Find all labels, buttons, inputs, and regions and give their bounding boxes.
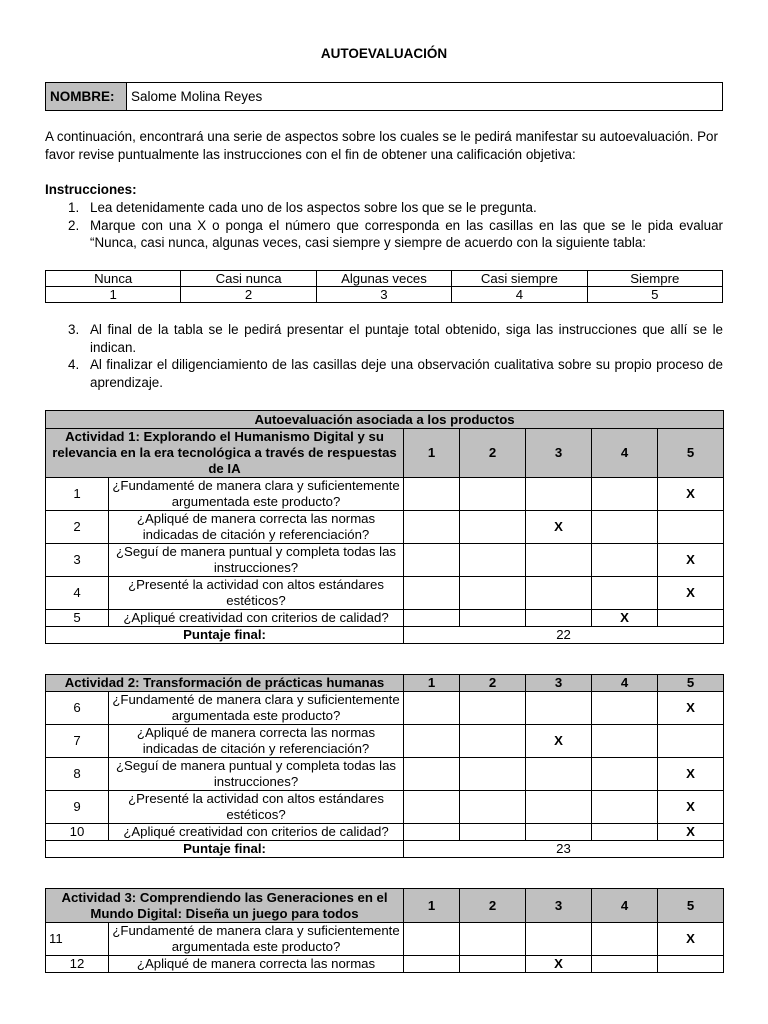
instructions-heading: Instrucciones:: [45, 182, 137, 197]
score-header: 3: [526, 889, 592, 923]
row-question: ¿Fundamenté de manera clara y suficientemente argumentada este producto?: [109, 478, 404, 511]
name-value: Salome Molina Reyes: [127, 83, 723, 111]
activity-3-table: [45, 888, 724, 973]
score-cell[interactable]: [404, 478, 460, 511]
score-mark[interactable]: X: [658, 544, 724, 577]
instructions-list-1: [45, 199, 723, 252]
score-mark[interactable]: X: [592, 610, 658, 627]
score-cell[interactable]: [592, 791, 658, 824]
section-header: Autoevaluación asociada a los productos: [46, 411, 724, 429]
row-number: 2: [46, 511, 109, 544]
score-cell[interactable]: [592, 725, 658, 758]
table-row: [46, 511, 724, 544]
score-cell[interactable]: [460, 824, 526, 841]
score-header: 5: [658, 429, 724, 478]
score-cell[interactable]: [460, 692, 526, 725]
row-question: ¿Fundamenté de manera clara y suficientemente argumentada este producto?: [109, 692, 404, 725]
score-cell[interactable]: [404, 692, 460, 725]
score-cell[interactable]: [592, 692, 658, 725]
row-number: 9: [46, 791, 109, 824]
score-cell[interactable]: [592, 824, 658, 841]
score-cell[interactable]: [526, 791, 592, 824]
row-number: 1: [46, 478, 109, 511]
score-cell[interactable]: [526, 824, 592, 841]
score-cell[interactable]: [460, 478, 526, 511]
score-cell[interactable]: [658, 725, 724, 758]
table-row: [46, 956, 724, 973]
row-question: ¿Apliqué de manera correcta las normas indicadas de citación y referenciación?: [109, 725, 404, 758]
row-question: ¿Presenté la actividad con altos estándares estéticos?: [109, 577, 404, 610]
score-mark[interactable]: X: [658, 791, 724, 824]
score-mark[interactable]: X: [526, 725, 592, 758]
score-cell[interactable]: [526, 544, 592, 577]
score-mark[interactable]: X: [658, 824, 724, 841]
row-number: 11: [46, 923, 109, 956]
row-question: ¿Presenté la actividad con altos estándares estéticos?: [109, 791, 404, 824]
row-question: ¿Fundamenté de manera clara y suficientemente argumentada este producto?: [109, 923, 404, 956]
scale-value: 4: [452, 287, 587, 303]
score-cell[interactable]: [460, 758, 526, 791]
score-cell[interactable]: [460, 791, 526, 824]
score-cell[interactable]: [404, 544, 460, 577]
table-row: [46, 577, 724, 610]
table-row: [46, 758, 724, 791]
score-mark[interactable]: X: [658, 692, 724, 725]
score-cell[interactable]: [460, 956, 526, 973]
row-number: 12: [46, 956, 109, 973]
activity-2-table: [45, 674, 724, 858]
scale-label: Algunas veces: [316, 271, 451, 287]
score-cell[interactable]: [526, 610, 592, 627]
score-cell[interactable]: [460, 725, 526, 758]
row-question: ¿Seguí de manera puntual y completa todas las instrucciones?: [109, 544, 404, 577]
table-row: [46, 791, 724, 824]
score-cell[interactable]: [526, 758, 592, 791]
score-cell[interactable]: [404, 725, 460, 758]
score-mark[interactable]: X: [526, 511, 592, 544]
score-cell[interactable]: [658, 956, 724, 973]
row-number: 5: [46, 610, 109, 627]
row-question: ¿Apliqué de manera correcta las normas indicadas de citación y referenciación?: [109, 511, 404, 544]
score-cell[interactable]: [592, 544, 658, 577]
score-cell[interactable]: [460, 544, 526, 577]
score-header: 2: [460, 675, 526, 692]
scale-label: Casi nunca: [181, 271, 316, 287]
score-mark[interactable]: X: [526, 956, 592, 973]
final-score-label: Puntaje final:: [46, 627, 404, 644]
row-number: 4: [46, 577, 109, 610]
instruction-item: 2. Marque con una X o ponga el número que corresponda en las casillas en las que se le pida evaluar “Nunca, casi nunca, algunas veces, casi siempre y siempre de acuerdo con la siguiente tabla:: [68, 217, 723, 251]
scale-value: 5: [587, 287, 722, 303]
activity-title: Actividad 2: Transformación de prácticas humanas: [46, 675, 404, 692]
row-number: 7: [46, 725, 109, 758]
activity-1-table: [45, 410, 724, 644]
scale-value: 2: [181, 287, 316, 303]
score-cell[interactable]: [404, 956, 460, 973]
score-header: 1: [404, 429, 460, 478]
score-cell[interactable]: [658, 511, 724, 544]
score-cell[interactable]: [526, 692, 592, 725]
activity-title: Actividad 1: Explorando el Humanismo Digital y su relevancia en la era tecnológica a través de respuestas de IA: [46, 429, 404, 478]
score-cell[interactable]: [460, 610, 526, 627]
instruction-item: 4. Al finalizar el diligenciamiento de las casillas deje una observación cualitativa sobre su propio proceso de aprendizaje.: [68, 357, 723, 391]
row-number: 10: [46, 824, 109, 841]
score-cell[interactable]: [460, 577, 526, 610]
score-mark[interactable]: X: [658, 577, 724, 610]
score-cell[interactable]: [404, 791, 460, 824]
row-question: ¿Seguí de manera puntual y completa todas las instrucciones?: [109, 758, 404, 791]
final-score-value: 22: [404, 627, 724, 644]
activity-title: Actividad 3: Comprendiendo las Generaciones en el Mundo Digital: Diseña un juego para todos: [46, 889, 404, 923]
score-cell[interactable]: [460, 923, 526, 956]
row-number: 8: [46, 758, 109, 791]
total-row: [46, 841, 724, 858]
final-score-value: 23: [404, 841, 724, 858]
table-row: [46, 725, 724, 758]
score-cell[interactable]: [592, 577, 658, 610]
score-mark[interactable]: X: [658, 923, 724, 956]
table-row: [46, 544, 724, 577]
table-row: [46, 610, 724, 627]
intro-paragraph: A continuación, encontrará una serie de aspectos sobre los cuales se le pedirá manifestar su autoevaluación. Por favor revise puntualmente las instrucciones con el fin de obtener una calificación objetiva:: [45, 129, 718, 162]
score-cell[interactable]: [526, 923, 592, 956]
score-cell[interactable]: [526, 577, 592, 610]
score-cell[interactable]: [658, 610, 724, 627]
score-header: 5: [658, 675, 724, 692]
row-number: 3: [46, 544, 109, 577]
name-table: [45, 82, 723, 111]
score-header: 4: [592, 429, 658, 478]
score-header: 2: [460, 429, 526, 478]
table-row: [46, 923, 724, 956]
score-header: 5: [658, 889, 724, 923]
row-number: 6: [46, 692, 109, 725]
scale-value: 1: [46, 287, 181, 303]
score-mark[interactable]: X: [658, 758, 724, 791]
scale-value: 3: [316, 287, 451, 303]
scale-label: Casi siempre: [452, 271, 587, 287]
score-cell[interactable]: [404, 758, 460, 791]
scale-label: Nunca: [46, 271, 181, 287]
score-cell[interactable]: [404, 824, 460, 841]
score-cell[interactable]: [404, 610, 460, 627]
score-header: 1: [404, 889, 460, 923]
score-header: 3: [526, 675, 592, 692]
score-cell[interactable]: [526, 478, 592, 511]
scale-table: [45, 270, 723, 303]
page-title: AUTOEVALUACIÓN: [320, 46, 448, 61]
score-cell[interactable]: [592, 923, 658, 956]
score-cell[interactable]: [592, 511, 658, 544]
score-cell[interactable]: [592, 758, 658, 791]
row-question: ¿Apliqué creatividad con criterios de calidad?: [109, 610, 404, 627]
score-header: 4: [592, 889, 658, 923]
score-cell[interactable]: [592, 478, 658, 511]
score-header: 1: [404, 675, 460, 692]
total-row: [46, 627, 724, 644]
table-row: [46, 692, 724, 725]
score-header: 3: [526, 429, 592, 478]
table-row: [46, 478, 724, 511]
scale-label: Siempre: [587, 271, 722, 287]
score-cell[interactable]: [592, 956, 658, 973]
instruction-item: 3. Al final de la tabla se le pedirá presentar el puntaje total obtenido, siga las instrucciones que allí se le indican.: [68, 322, 723, 355]
score-header: 4: [592, 675, 658, 692]
final-score-label: Puntaje final:: [46, 841, 404, 858]
table-row: [46, 824, 724, 841]
instructions-list-2: [45, 321, 723, 392]
score-cell[interactable]: [404, 577, 460, 610]
name-label: NOMBRE:: [46, 83, 127, 111]
score-cell[interactable]: [404, 923, 460, 956]
instruction-item: 1. Lea detenidamente cada uno de los aspectos sobre los que se le pregunta.: [68, 200, 537, 215]
score-header: 2: [460, 889, 526, 923]
score-mark[interactable]: X: [658, 478, 724, 511]
score-cell[interactable]: [404, 511, 460, 544]
row-question: ¿Apliqué creatividad con criterios de calidad?: [109, 824, 404, 841]
row-question: ¿Apliqué de manera correcta las normas: [109, 956, 404, 973]
score-cell[interactable]: [460, 511, 526, 544]
